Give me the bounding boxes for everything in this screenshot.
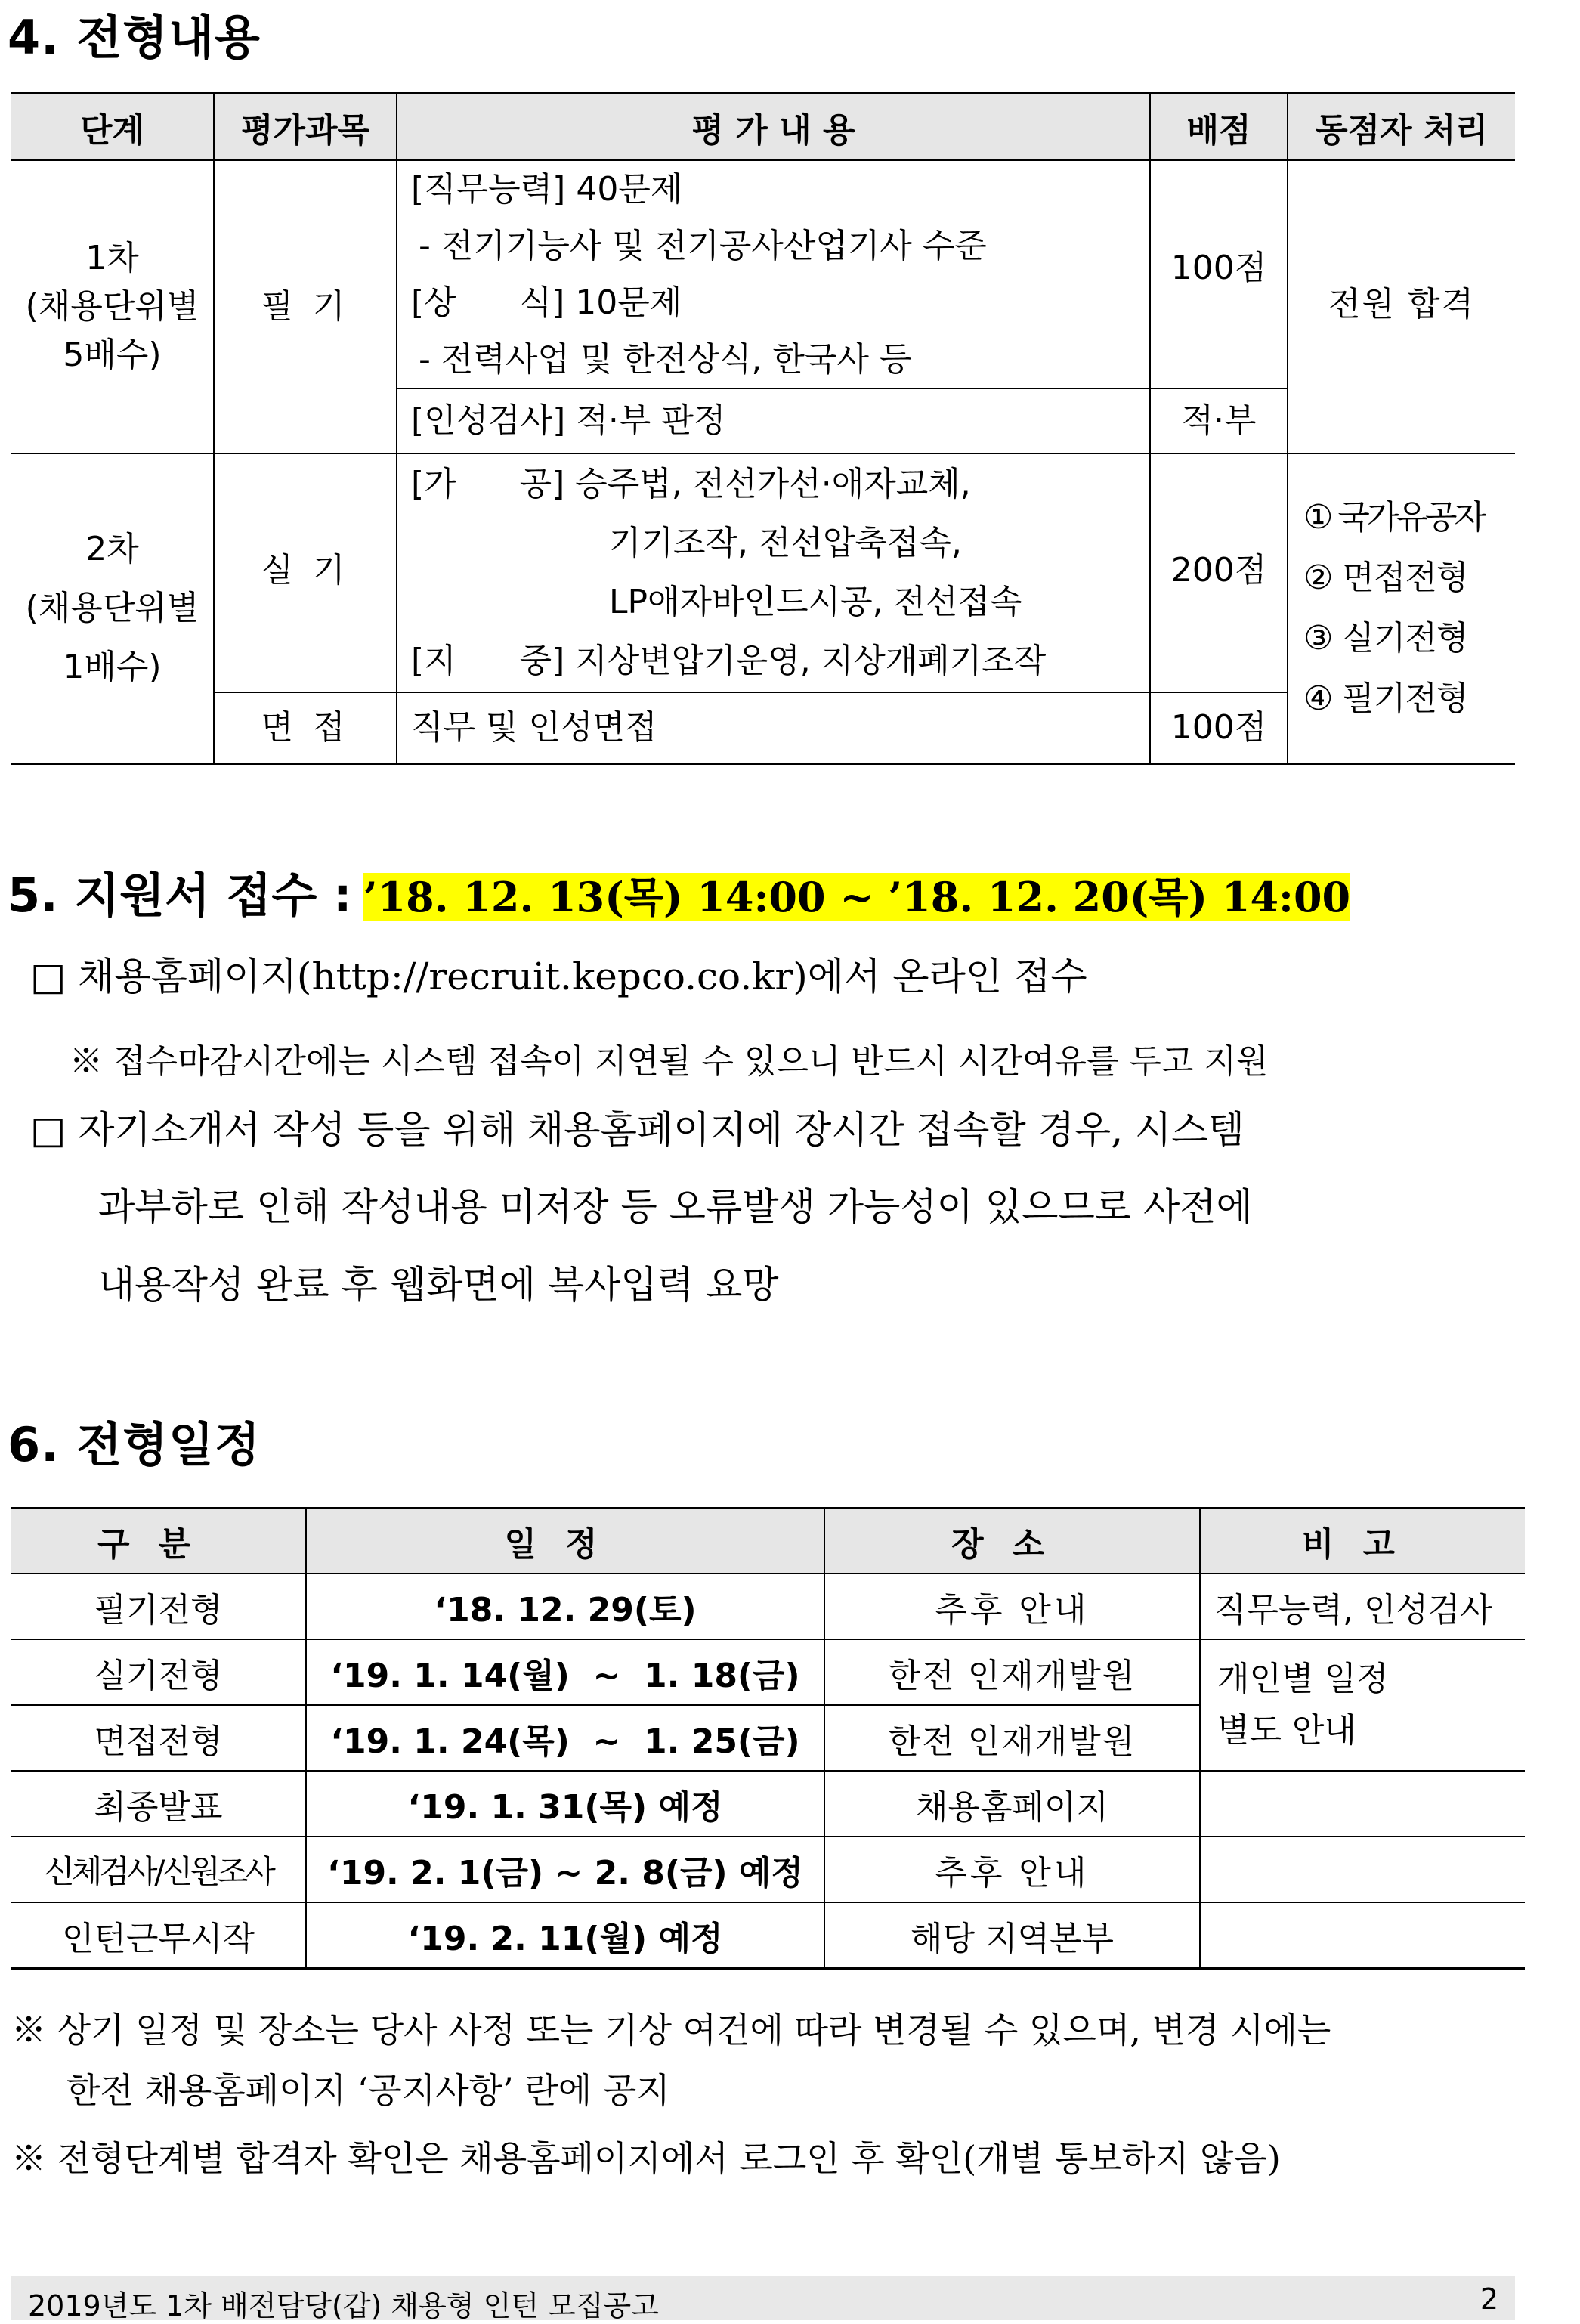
section5-title: 5. 지원서 접수 : [8, 868, 352, 923]
content-line: [지 중] 지상변압기운영, 지상개폐기조작 [411, 642, 1047, 680]
table-row [11, 160, 1515, 388]
bullet-self-intro: □ 자기소개서 작성 등을 위해 채용홈페이지에 장시간 접속할 경우, 시스템 [30, 1108, 1245, 1152]
row-place: 추후 안내 [824, 1837, 1200, 1902]
personality-score: 적·부 [1150, 388, 1288, 453]
footer-title: 2019년도 1차 배전담당(갑) 채용형 인턴 모집공고 [28, 2289, 659, 2322]
row-name: 최종발표 [11, 1771, 306, 1837]
row-note [1200, 1639, 1525, 1771]
stage1-subject: 필 기 [214, 160, 397, 453]
row-place: 한전 인재개발원 [824, 1639, 1200, 1705]
stage2-multiple: 1배수) [63, 648, 162, 687]
note-deadline: ※ 접수마감시간에는 시스템 접속이 지연될 수 있으니 반드시 시간여유를 두고 지원 [70, 1042, 1269, 1081]
schedule-table [11, 1507, 1525, 1970]
content-line: - 전기기능사 및 전기공사산업기사 수준 [419, 227, 987, 265]
note-line: 별도 안내 [1217, 1711, 1357, 1750]
row-name: 실기전형 [11, 1639, 306, 1705]
header-stage: 단계 [11, 94, 214, 161]
interview-score: 100점 [1150, 692, 1288, 764]
header-schedule: 일정 [306, 1509, 824, 1574]
table-row [11, 1639, 1525, 1705]
row-note: 직무능력, 인성검사 [1200, 1574, 1525, 1639]
stage1-content [397, 160, 1150, 388]
table-row [11, 1902, 1525, 1969]
row-date: ‘18. 12. 29(토) [306, 1574, 824, 1639]
header-content: 평 가 내 용 [397, 94, 1150, 161]
schedule-note-change: ※ 상기 일정 및 장소는 당사 사정 또는 기상 여건에 따라 변경될 수 있으며, 변경 시에는 [11, 2010, 1331, 2050]
row-place: 추후 안내 [824, 1574, 1200, 1639]
tie-rule: ③ 실기전형 [1303, 619, 1468, 658]
header-subject: 평가과목 [214, 94, 397, 161]
stage2-cell [11, 453, 214, 764]
schedule-note-change-cont: 한전 채용홈페이지 ‘공지사항’ 란에 공지 [66, 2070, 670, 2111]
row-note [1200, 1902, 1525, 1969]
row-date: ‘19. 2. 1(금) ~ 2. 8(금) 예정 [306, 1837, 824, 1902]
application-period: ’18. 12. 13(목) 14:00 ~ ’18. 12. 20(목) 14:00 [363, 873, 1351, 921]
row-name: 인턴근무시작 [11, 1902, 306, 1969]
header-note: 비고 [1200, 1509, 1525, 1574]
table-row [11, 1574, 1525, 1639]
bullet-self-intro-cont: 과부하로 인해 작성내용 미저장 등 오류발생 가능성이 있으므로 사전에 [98, 1185, 1253, 1229]
content-line: [직무능력] 40문제 [411, 170, 683, 209]
tie-rule: ④ 필기전형 [1303, 679, 1468, 719]
section4-title: 4. 전형내용 [8, 10, 261, 65]
stage2-score: 200점 [1150, 453, 1288, 692]
section5-heading [8, 858, 1350, 925]
section6-title: 6. 전형일정 [8, 1417, 261, 1472]
stage1-tie: 전원 합격 [1288, 160, 1515, 453]
row-name: 필기전형 [11, 1574, 306, 1639]
table-header-row [11, 94, 1515, 161]
content-line: [가 공] 승주법, 전선가선·애자교체, [411, 465, 971, 503]
stage2-sub: (채용단위별 [25, 589, 199, 628]
tie-rule: ① 국가유공자 [1303, 498, 1483, 537]
content-line: 기기조작, 전선압축접속, [609, 524, 962, 562]
table-header-row [11, 1509, 1525, 1574]
stage2-content [397, 453, 1150, 692]
interview-content: 직무 및 인성면접 [397, 692, 1150, 764]
content-line: LP애자바인드시공, 전선접속 [609, 583, 1022, 621]
bullet-self-intro-cont: 내용작성 완료 후 웹화면에 복사입력 요망 [98, 1263, 779, 1307]
row-place: 한전 인재개발원 [824, 1705, 1200, 1771]
schedule-note-result: ※ 전형단계별 합격자 확인은 채용홈페이지에서 로그인 후 확인(개별 통보하지 않음) [11, 2138, 1281, 2179]
row-name: 면접전형 [11, 1705, 306, 1771]
row-note [1200, 1837, 1525, 1902]
header-tie: 동점자 처리 [1288, 94, 1515, 161]
row-place: 채용홈페이지 [824, 1771, 1200, 1837]
stage2-subject: 실 기 [214, 453, 397, 692]
content-line: - 전력사업 및 한전상식, 한국사 등 [419, 340, 912, 379]
stage1-cell [11, 160, 214, 453]
table-row [11, 1771, 1525, 1837]
stage1-multiple: 5배수) [63, 335, 162, 374]
header-score: 배점 [1150, 94, 1288, 161]
table-row [11, 453, 1515, 692]
row-place: 해당 지역본부 [824, 1902, 1200, 1969]
header-category: 구분 [11, 1509, 306, 1574]
row-name: 신체검사/신원조사 [11, 1837, 306, 1902]
header-place: 장소 [824, 1509, 1200, 1574]
row-date: ‘19. 2. 11(월) 예정 [306, 1902, 824, 1969]
row-date: ‘19. 1. 24(목) ~ 1. 25(금) [306, 1705, 824, 1771]
selection-content-table [11, 92, 1515, 765]
stage2-tie [1288, 453, 1515, 764]
content-line: [상 식] 10문제 [411, 283, 682, 322]
stage1-score: 100점 [1150, 160, 1288, 388]
personality-content: [인성검사] 적·부 판정 [397, 388, 1150, 453]
row-date: ‘19. 1. 31(목) 예정 [306, 1771, 824, 1837]
note-line: 개인별 일정 [1217, 1660, 1389, 1698]
table-row [11, 1837, 1525, 1902]
bullet-apply-online: □ 채용홈페이지(http://recruit.kepco.co.kr)에서 온라인 접수 [30, 955, 1087, 998]
stage1-sub: (채용단위별 [25, 287, 199, 326]
interview-subject: 면 접 [214, 692, 397, 764]
page-number: 2 [1480, 2282, 1498, 2316]
row-date: ‘19. 1. 14(월) ~ 1. 18(금) [306, 1639, 824, 1705]
page-footer [11, 2276, 1515, 2320]
tie-rule: ② 면접전형 [1303, 559, 1468, 598]
stage1-label: 1차 [85, 239, 139, 278]
stage2-label: 2차 [85, 530, 139, 569]
row-note [1200, 1771, 1525, 1837]
